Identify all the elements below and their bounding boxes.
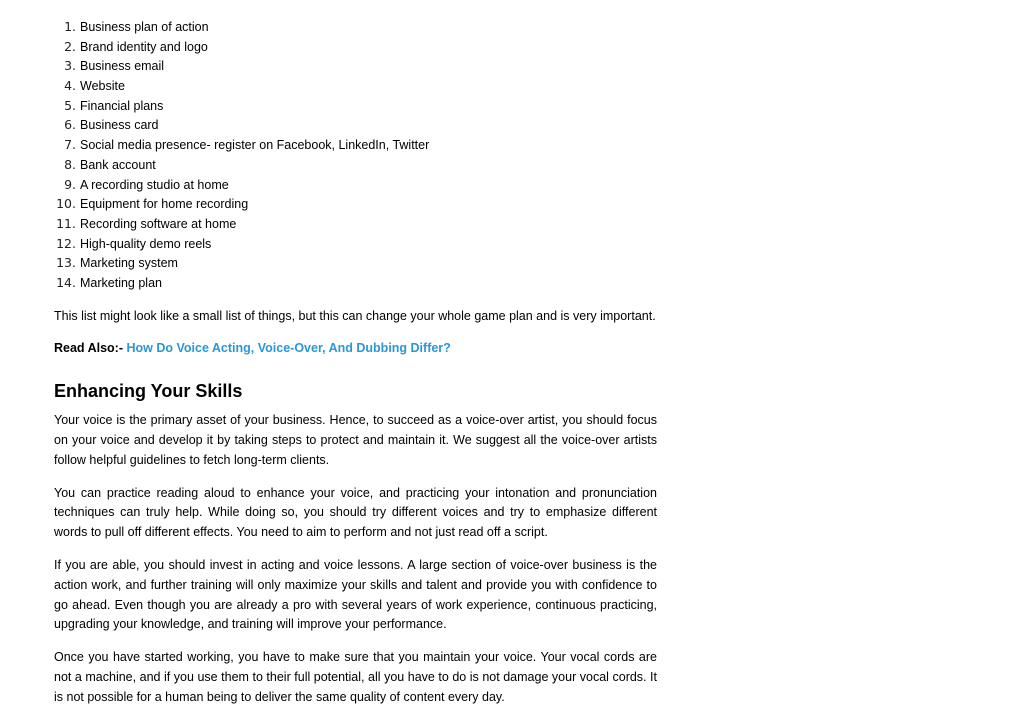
list-text: High-quality demo reels bbox=[80, 236, 212, 251]
list-item bbox=[54, 135, 657, 155]
body-paragraph: Once you have started working, you have to make sure that you maintain your voice. Your vocal cords are not a machine, and if you use them to their full potential, all you have to do is not damage your vocal cords. It is not possible for a human being to deliver the same quality of content every day. bbox=[54, 650, 657, 704]
list-item bbox=[54, 155, 657, 175]
list-text: Social media presence- register on Facebook, LinkedIn, Twitter bbox=[80, 138, 430, 153]
list-number: 11. bbox=[56, 215, 76, 231]
body-paragraph: If you are able, you should invest in acting and voice lessons. A large section of voice-over business is the action work, and further training will only maximize your skills and talent and provide you with confidence to go ahead. Even though you are already a pro with several years of work experience, continuous practicing, upgrading your knowledge, and training will improve your performance. bbox=[54, 558, 657, 632]
list-item bbox=[54, 96, 657, 116]
list-number: 7. bbox=[64, 137, 76, 153]
list-text: A recording studio at home bbox=[80, 177, 229, 192]
section-heading: Enhancing Your Skills bbox=[54, 381, 243, 402]
list-item bbox=[54, 234, 657, 254]
list-number: 13. bbox=[56, 255, 76, 271]
read-also bbox=[54, 339, 657, 359]
list-number: 10. bbox=[56, 196, 76, 212]
list-item bbox=[54, 175, 657, 195]
read-also-label: Read Also:- bbox=[54, 341, 123, 356]
article-body bbox=[54, 17, 657, 708]
list-number: 9. bbox=[64, 176, 76, 192]
list-text: Bank account bbox=[80, 157, 156, 172]
list-number: 4. bbox=[64, 78, 76, 94]
list-text: Marketing system bbox=[80, 256, 178, 271]
list-item bbox=[54, 17, 657, 37]
body-paragraph: Your voice is the primary asset of your business. Hence, to succeed as a voice-over artist, you should focus on your voice and develop it by taking steps to protect and maintain it. We suggest all the voice-over artists follow helpful guidelines to fetch long-term clients. bbox=[54, 413, 657, 467]
list-item bbox=[54, 214, 657, 234]
list-text: Business plan of action bbox=[80, 20, 209, 34]
intro-paragraph: This list might look like a small list of things, but this can change your whole game plan and is very important. bbox=[54, 308, 656, 323]
list-number: 12. bbox=[56, 235, 76, 251]
list-text: Business email bbox=[80, 59, 165, 74]
list-text: Marketing plan bbox=[80, 275, 162, 290]
list-item bbox=[54, 194, 657, 214]
body-paragraph: You can practice reading aloud to enhance your voice, and practicing your intonation and pronunciation techniques can truly help. While doing so, you should try different voices and try to emphasize different words to pull off different effects. You need to aim to perform and not just read off a script. bbox=[54, 485, 657, 540]
list-item bbox=[54, 37, 657, 57]
list-item bbox=[54, 56, 657, 76]
list-item bbox=[54, 273, 657, 293]
list-text: Website bbox=[80, 79, 125, 94]
list-item bbox=[54, 76, 657, 96]
list-text: Financial plans bbox=[80, 98, 164, 113]
list-item bbox=[54, 115, 657, 135]
list-number: 3. bbox=[64, 58, 76, 74]
list-number: 5. bbox=[64, 97, 76, 113]
list-number: 1. bbox=[64, 19, 76, 34]
list-number: 2. bbox=[64, 38, 76, 54]
business-checklist bbox=[54, 17, 657, 293]
list-text: Business card bbox=[80, 118, 159, 133]
list-number: 6. bbox=[64, 117, 76, 133]
list-number: 8. bbox=[64, 156, 76, 172]
list-text: Recording software at home bbox=[80, 216, 237, 231]
read-also-link[interactable]: How Do Voice Acting, Voice-Over, And Dubbing Differ? bbox=[126, 341, 451, 356]
list-number: 14. bbox=[56, 274, 76, 290]
list-text: Brand identity and logo bbox=[80, 39, 208, 54]
list-item bbox=[54, 253, 657, 273]
list-text: Equipment for home recording bbox=[80, 197, 249, 212]
